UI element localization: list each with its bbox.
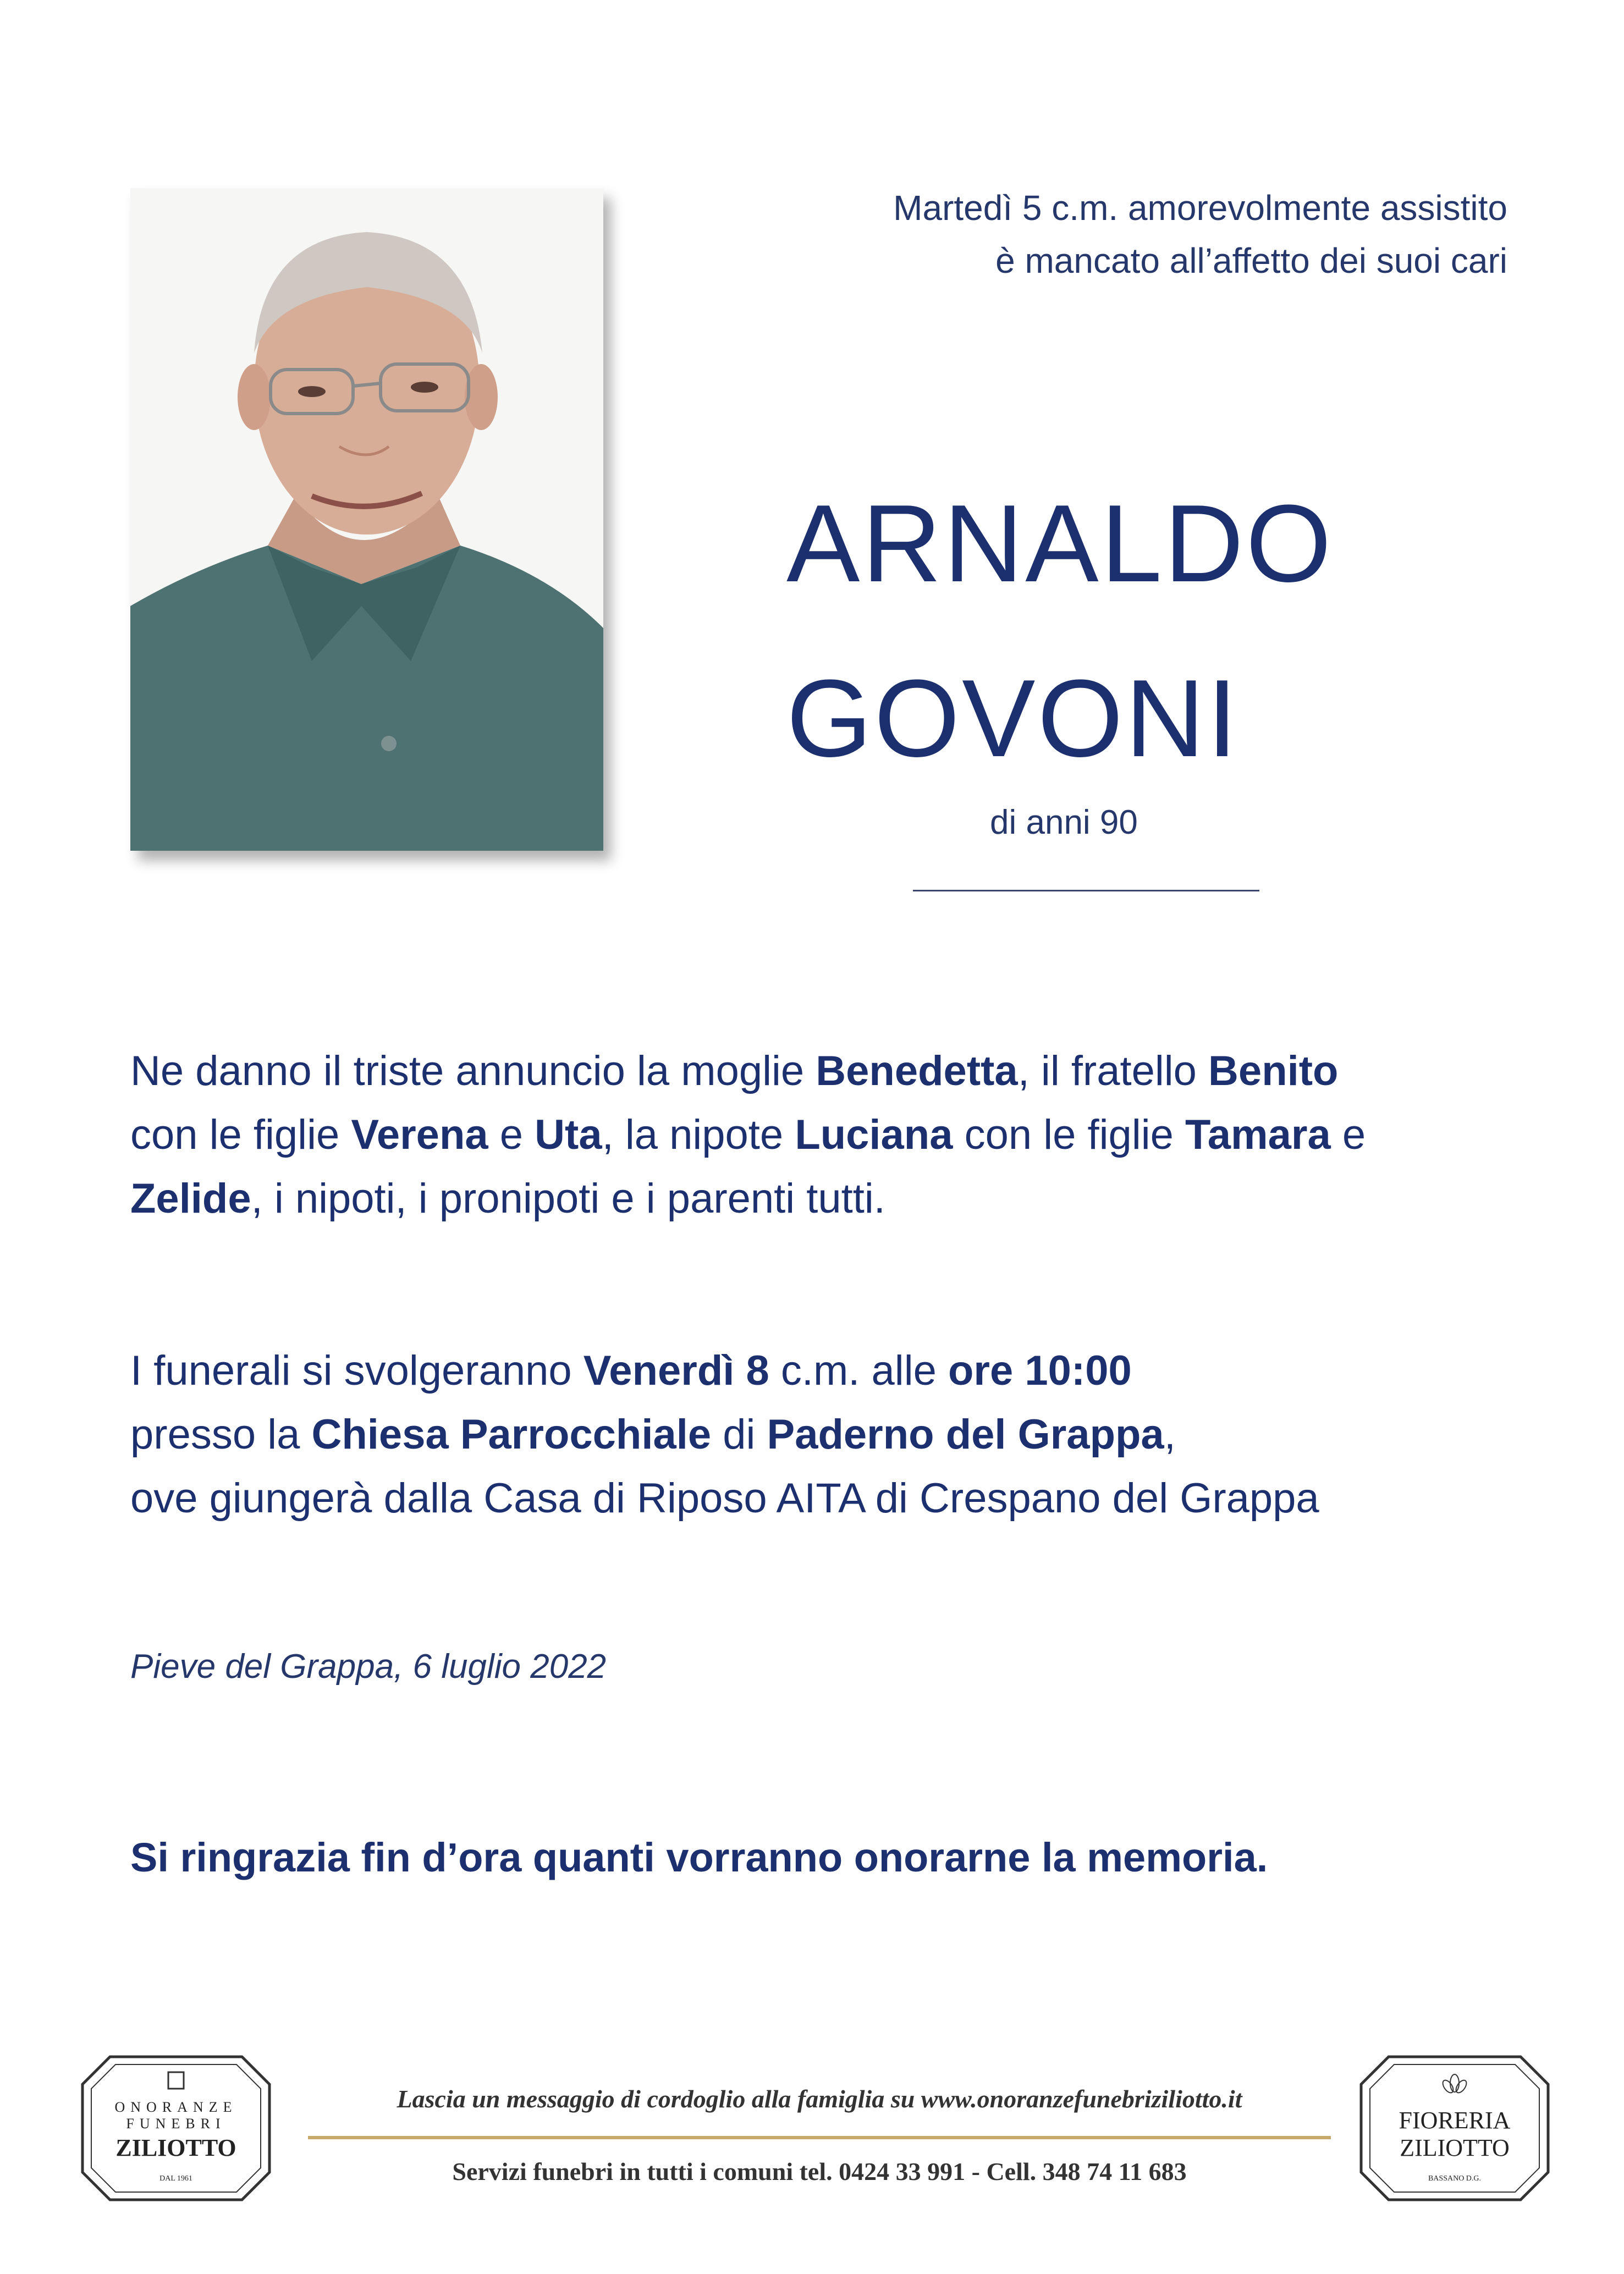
announcement-text: , i nipoti, i pronipoti e i parenti tutti.	[251, 1175, 885, 1222]
funeral-origin: ove giungerà dalla Casa di Riposo AITA di Crespano del Grappa	[130, 1475, 1319, 1522]
funeral-text: I funerali si svolgeranno	[130, 1347, 583, 1394]
logo-right-line1: FIORERIA	[1399, 2107, 1511, 2134]
funeral-day: Venerdì 8	[583, 1347, 769, 1394]
name-daughter-2: Uta	[535, 1111, 602, 1158]
funeral-town: Paderno del Grappa	[767, 1411, 1164, 1458]
deceased-name	[786, 456, 1334, 806]
logo-left-line1: ONORANZE	[114, 2099, 238, 2115]
logo-left-line3: ZILIOTTO	[115, 2134, 236, 2161]
age-text: di anni 90	[990, 803, 1138, 841]
logo-left-since: DAL 1961	[159, 2174, 192, 2183]
funeral-church: Chiesa Parrocchiale	[311, 1411, 712, 1458]
name-wife: Benedetta	[816, 1048, 1018, 1094]
portrait-photo	[130, 188, 603, 851]
first-name: ARNALDO	[786, 482, 1334, 605]
funeral-text: ,	[1164, 1411, 1176, 1458]
announcement-paragraph	[130, 1039, 1538, 1231]
name-brother: Benito	[1208, 1048, 1339, 1094]
funeral-time: ore 10:00	[948, 1347, 1132, 1394]
place-date: Pieve del Grappa, 6 luglio 2022	[130, 1648, 607, 1686]
footer-message: Lascia un messaggio di cordoglio alla famiglia su www.onoranzefunebriziliotto.it	[397, 2085, 1242, 2113]
death-intro	[792, 181, 1507, 287]
onoranze-logo	[71, 2046, 280, 2211]
announcement-text: Ne danno il triste annuncio la moglie	[130, 1048, 816, 1094]
announcement-text: con le figlie	[130, 1111, 351, 1158]
announcement-text: e	[488, 1111, 535, 1158]
logo-right-line2: ZILIOTTO	[1400, 2134, 1510, 2161]
announcement-text: , il fratello	[1017, 1048, 1209, 1094]
logo-right-place: BASSANO D.G.	[1428, 2174, 1482, 2183]
name-daughter-1: Verena	[351, 1111, 488, 1158]
fioreria-logo	[1350, 2046, 1559, 2211]
logo-left-line2: FUNEBRI	[126, 2116, 226, 2132]
thanks-text: Si ringrazia fin d’ora quanti vorranno onorarne la memoria.	[130, 1835, 1268, 1880]
funeral-text: presso la	[130, 1411, 312, 1458]
intro-line-1: Martedì 5 c.m. amorevolmente assistito	[893, 188, 1507, 228]
divider-line	[913, 890, 1259, 891]
funeral-text: c.m. alle	[769, 1347, 948, 1394]
footer-services: Servizi funebri in tutti i comuni tel. 0424 33 991 - Cell. 348 74 11 683	[452, 2157, 1187, 2185]
name-grandniece-2: Zelide	[130, 1175, 251, 1222]
announcement-text: , la nipote	[602, 1111, 795, 1158]
last-name: GOVONI	[786, 657, 1240, 780]
intro-line-2: è mancato all’affetto dei suoi cari	[995, 241, 1507, 280]
funeral-paragraph	[130, 1339, 1538, 1530]
name-grandniece-1: Tamara	[1185, 1111, 1331, 1158]
footer-divider	[308, 2136, 1331, 2139]
funeral-text: di	[711, 1411, 767, 1458]
announcement-text: e	[1330, 1111, 1366, 1158]
announcement-text: con le figlie	[953, 1111, 1185, 1158]
name-niece: Luciana	[795, 1111, 953, 1158]
